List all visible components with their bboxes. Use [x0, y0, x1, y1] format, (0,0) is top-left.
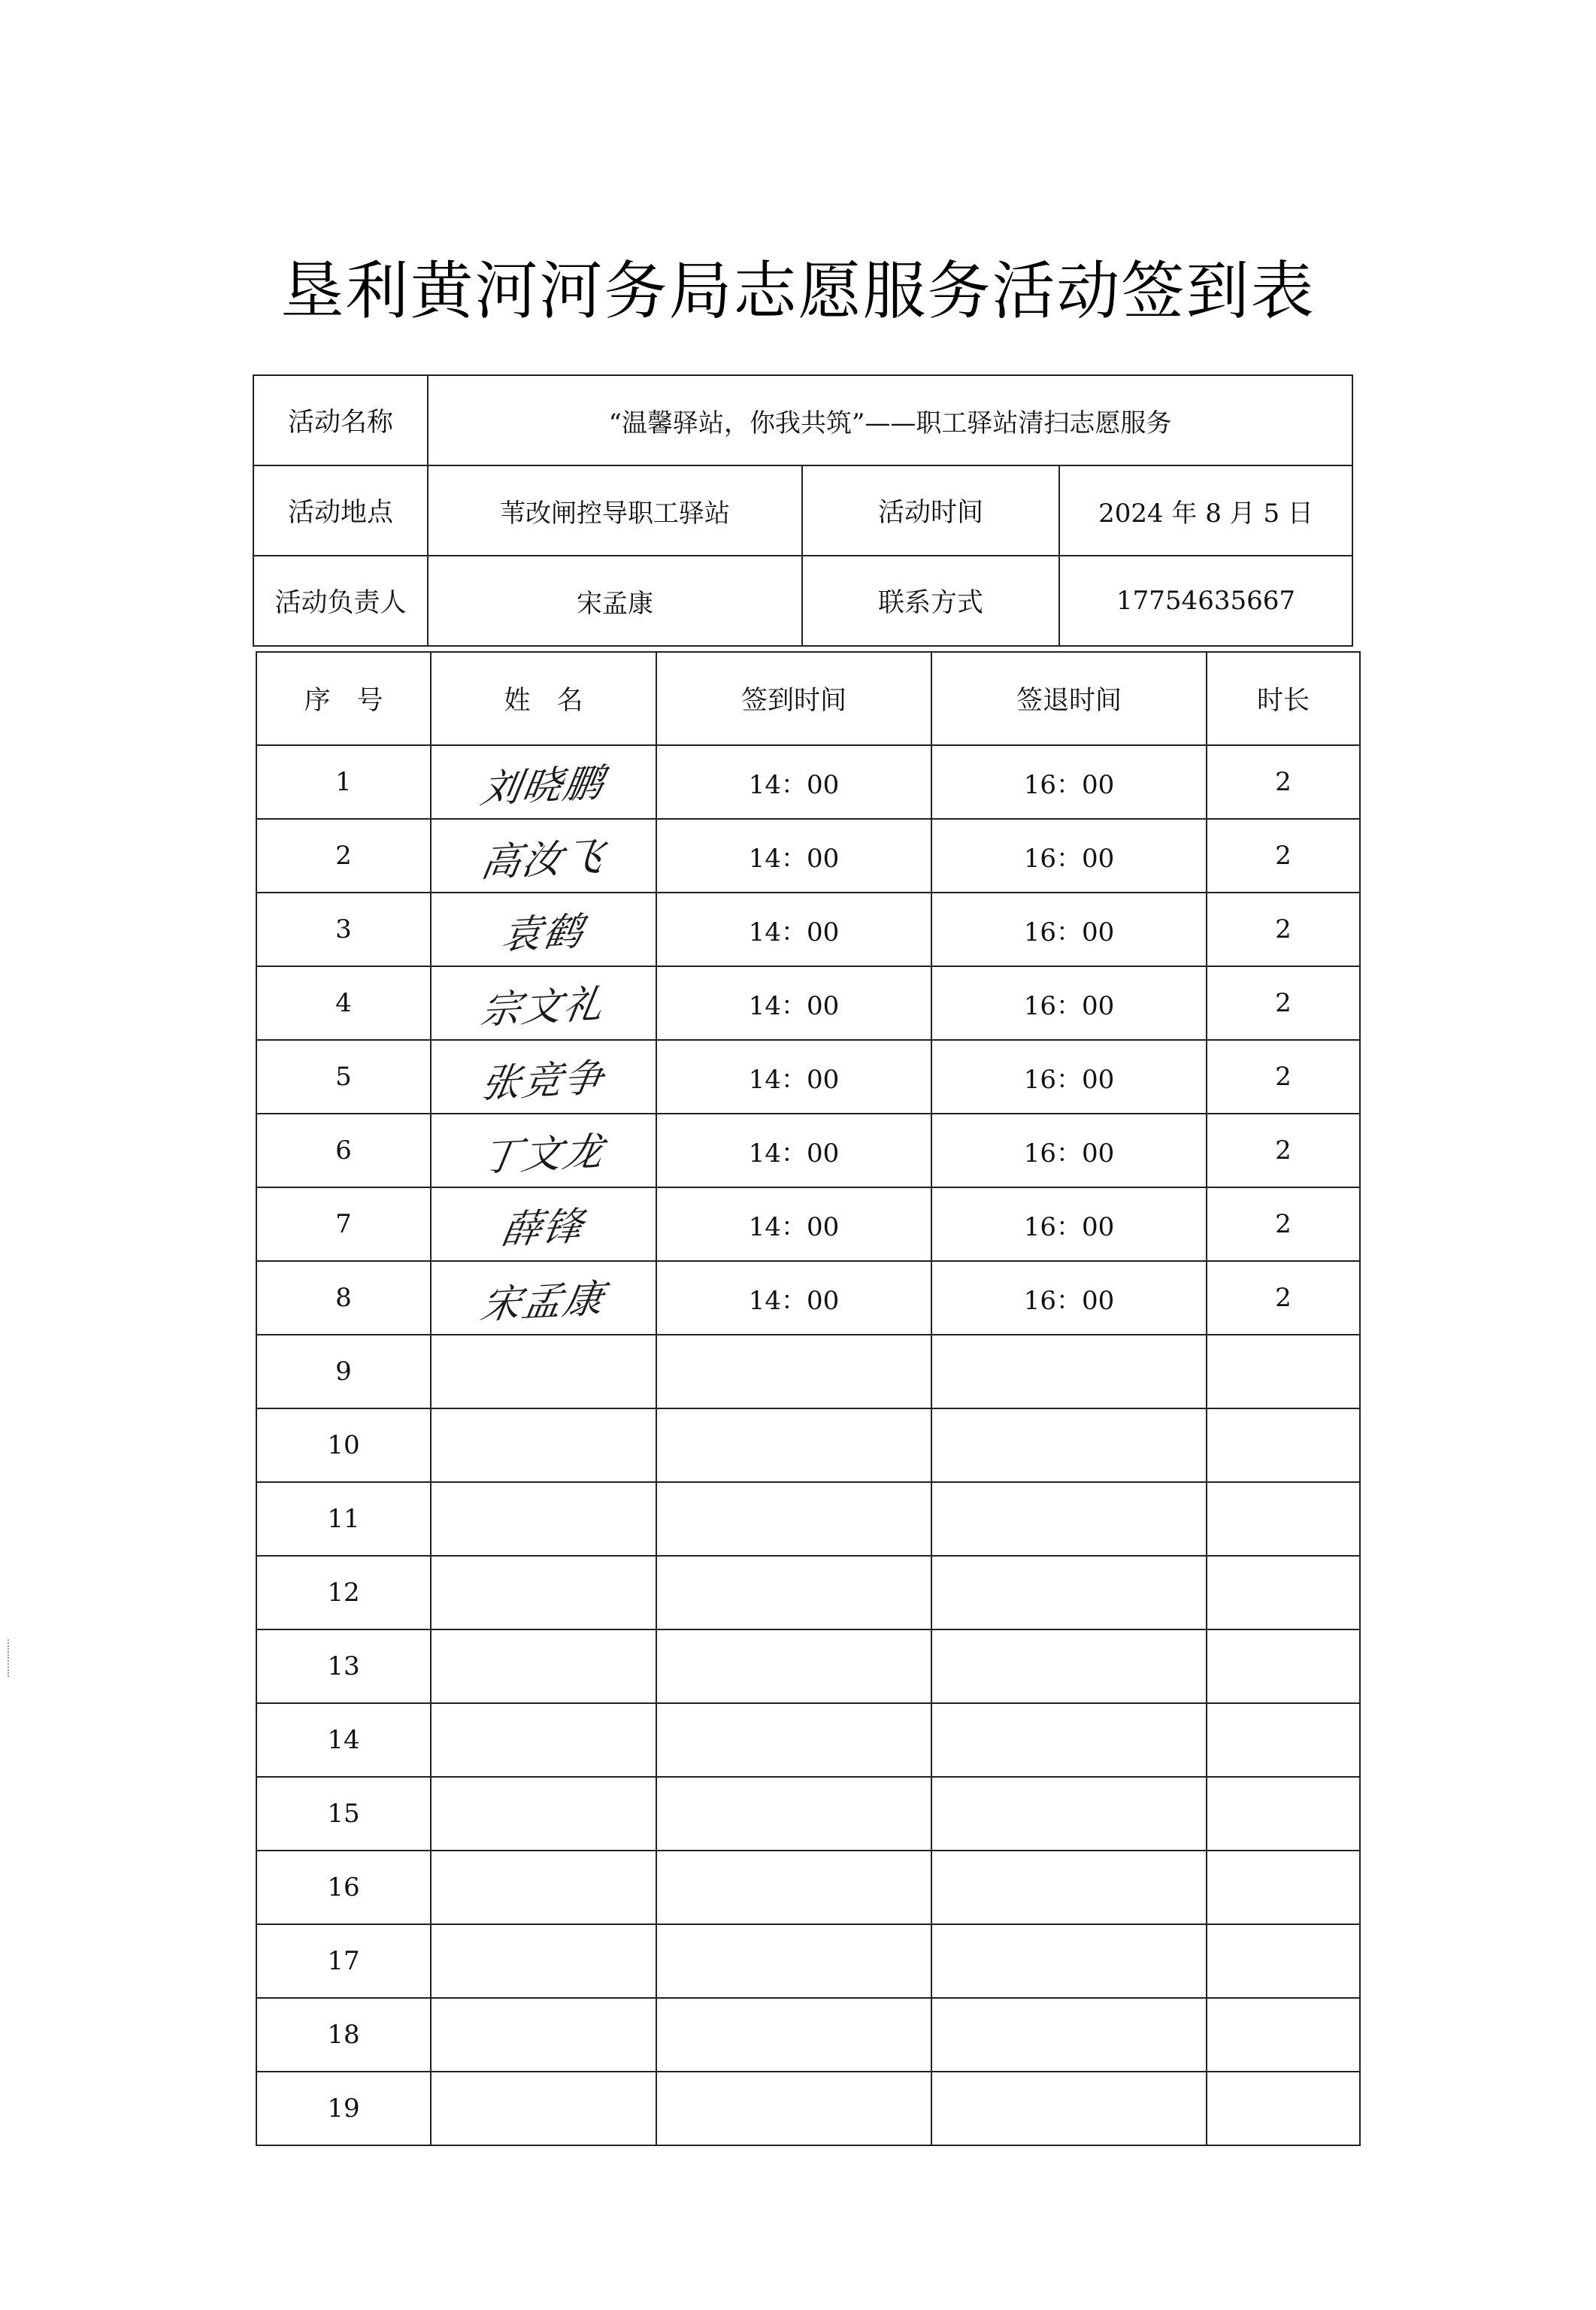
signature-cell	[431, 2072, 656, 2145]
signin-time-cell	[656, 1851, 931, 1924]
time-label: 活动时间	[802, 465, 1059, 556]
handwritten-signature: 高汝飞	[477, 834, 608, 886]
signin-table	[256, 651, 1361, 2146]
signout-time-cell: 16：00	[931, 1040, 1207, 1114]
signature-cell	[431, 1335, 656, 1408]
signin-time-cell	[656, 1703, 931, 1777]
signout-time-cell	[931, 1629, 1207, 1703]
table-row	[256, 1556, 1360, 1629]
table-row	[256, 1703, 1360, 1777]
duration-hours-cell	[1207, 1777, 1360, 1851]
duration-hours-cell: 2	[1207, 1187, 1360, 1261]
handwritten-signature: 刘晓鹏	[477, 760, 608, 812]
row-number-cell: 16	[256, 1851, 431, 1924]
signout-time-cell	[931, 1703, 1207, 1777]
signout-time-cell	[931, 1482, 1207, 1556]
signature-cell	[431, 1629, 656, 1703]
signout-time-cell	[931, 1924, 1207, 1998]
duration-hours-cell	[1207, 1408, 1360, 1482]
signin-time-cell	[656, 1556, 931, 1629]
row-number-cell: 15	[256, 1777, 431, 1851]
handwritten-signature: 宋孟康	[477, 1276, 608, 1328]
scan-edge-mark	[8, 1639, 11, 1677]
signin-time-cell: 14：00	[656, 745, 931, 819]
table-row	[256, 745, 1360, 819]
duration-hours-cell	[1207, 1629, 1360, 1703]
duration-hours-cell: 2	[1207, 819, 1360, 893]
location-value: 苇改闸控导职工驿站	[428, 465, 802, 556]
row-number-cell: 10	[256, 1408, 431, 1482]
table-row	[256, 2072, 1360, 2145]
duration-hours-cell	[1207, 1851, 1360, 1924]
table-row	[256, 1335, 1360, 1408]
activity-name-label: 活动名称	[253, 375, 428, 465]
table-row	[256, 1114, 1360, 1187]
handwritten-signature: 薛锋	[498, 1203, 588, 1254]
signout-time-cell	[931, 1556, 1207, 1629]
duration-hours-cell	[1207, 1998, 1360, 2072]
table-row	[256, 893, 1360, 966]
duration-hours-cell: 2	[1207, 966, 1360, 1040]
signin-time-cell: 14：00	[656, 966, 931, 1040]
signin-time-cell: 14：00	[656, 819, 931, 893]
signout-time-cell: 16：00	[931, 1114, 1207, 1187]
duration-hours-cell: 2	[1207, 1114, 1360, 1187]
activity-leader-row	[253, 556, 1352, 646]
row-number-cell: 7	[256, 1187, 431, 1261]
signin-time-cell	[656, 1777, 931, 1851]
table-row	[256, 819, 1360, 893]
col-header-hours: 时长	[1207, 652, 1360, 745]
handwritten-signature: 袁鹤	[498, 908, 588, 959]
duration-hours-cell: 2	[1207, 745, 1360, 819]
signin-time-cell	[656, 1335, 931, 1408]
table-row	[256, 1629, 1360, 1703]
table-row	[256, 1040, 1360, 1114]
signin-header-row	[256, 652, 1360, 745]
signin-time-cell: 14：00	[656, 1040, 931, 1114]
row-number-cell: 1	[256, 745, 431, 819]
handwritten-signature: 丁文龙	[477, 1129, 608, 1181]
leader-label: 活动负责人	[253, 556, 428, 646]
duration-hours-cell	[1207, 2072, 1360, 2145]
row-number-cell: 19	[256, 2072, 431, 2145]
location-label: 活动地点	[253, 465, 428, 556]
signature-cell	[431, 1040, 656, 1114]
signout-time-cell	[931, 1335, 1207, 1408]
row-number-cell: 17	[256, 1924, 431, 1998]
signature-cell	[431, 1777, 656, 1851]
signature-cell	[431, 893, 656, 966]
handwritten-signature: 宗文礼	[477, 981, 608, 1033]
signin-time-cell	[656, 1629, 931, 1703]
signin-time-cell	[656, 1924, 931, 1998]
row-number-cell: 13	[256, 1629, 431, 1703]
duration-hours-cell	[1207, 1924, 1360, 1998]
table-row	[256, 1408, 1360, 1482]
signature-cell	[431, 1851, 656, 1924]
leader-value: 宋孟康	[428, 556, 802, 646]
signature-cell	[431, 1187, 656, 1261]
signature-cell	[431, 1408, 656, 1482]
signature-cell	[431, 1924, 656, 1998]
row-number-cell: 2	[256, 819, 431, 893]
signin-time-cell: 14：00	[656, 1187, 931, 1261]
activity-name-row	[253, 375, 1352, 465]
signature-cell	[431, 1998, 656, 2072]
signout-time-cell: 16：00	[931, 745, 1207, 819]
col-header-signout: 签退时间	[931, 652, 1207, 745]
signout-time-cell	[931, 2072, 1207, 2145]
signature-cell	[431, 1703, 656, 1777]
table-row	[256, 1851, 1360, 1924]
duration-hours-cell	[1207, 1335, 1360, 1408]
activity-location-row	[253, 465, 1352, 556]
signature-cell	[431, 1261, 656, 1335]
time-value: 2024 年 8 月 5 日	[1059, 465, 1352, 556]
duration-hours-cell	[1207, 1703, 1360, 1777]
signin-time-cell: 14：00	[656, 1261, 931, 1335]
signout-time-cell: 16：00	[931, 966, 1207, 1040]
signout-time-cell: 16：00	[931, 1187, 1207, 1261]
signin-time-cell	[656, 2072, 931, 2145]
signin-time-cell	[656, 1998, 931, 2072]
duration-hours-cell: 2	[1207, 1261, 1360, 1335]
row-number-cell: 14	[256, 1703, 431, 1777]
contact-value: 17754635667	[1059, 556, 1352, 646]
signin-time-cell: 14：00	[656, 893, 931, 966]
signin-time-cell	[656, 1408, 931, 1482]
signout-time-cell: 16：00	[931, 893, 1207, 966]
row-number-cell: 5	[256, 1040, 431, 1114]
activity-info-table	[253, 374, 1353, 647]
signout-time-cell	[931, 1408, 1207, 1482]
signin-time-cell	[656, 1482, 931, 1556]
signature-cell	[431, 1482, 656, 1556]
signature-cell	[431, 966, 656, 1040]
row-number-cell: 8	[256, 1261, 431, 1335]
duration-hours-cell: 2	[1207, 1040, 1360, 1114]
handwritten-signature: 张竞争	[477, 1055, 608, 1107]
activity-name-value: “温馨驿站，你我共筑”——职工驿站清扫志愿服务	[428, 375, 1352, 465]
col-header-signin: 签到时间	[656, 652, 931, 745]
row-number-cell: 18	[256, 1998, 431, 2072]
page-title: 垦利黄河河务局志愿服务活动签到表	[280, 254, 1316, 328]
signout-time-cell: 16：00	[931, 819, 1207, 893]
col-header-name: 姓 名	[431, 652, 656, 745]
signout-time-cell	[931, 1777, 1207, 1851]
signin-time-cell: 14：00	[656, 1114, 931, 1187]
signout-time-cell	[931, 1851, 1207, 1924]
table-row	[256, 1998, 1360, 2072]
signout-time-cell	[931, 1998, 1207, 2072]
row-number-cell: 9	[256, 1335, 431, 1408]
row-number-cell: 12	[256, 1556, 431, 1629]
col-header-no: 序 号	[256, 652, 431, 745]
row-number-cell: 6	[256, 1114, 431, 1187]
signature-cell	[431, 819, 656, 893]
table-row	[256, 1777, 1360, 1851]
duration-hours-cell	[1207, 1482, 1360, 1556]
row-number-cell: 3	[256, 893, 431, 966]
table-row	[256, 1924, 1360, 1998]
duration-hours-cell	[1207, 1556, 1360, 1629]
row-number-cell: 11	[256, 1482, 431, 1556]
row-number-cell: 4	[256, 966, 431, 1040]
contact-label: 联系方式	[802, 556, 1059, 646]
table-row	[256, 1187, 1360, 1261]
signature-cell	[431, 1556, 656, 1629]
table-row	[256, 1482, 1360, 1556]
table-row	[256, 966, 1360, 1040]
signout-time-cell: 16：00	[931, 1261, 1207, 1335]
signature-cell	[431, 1114, 656, 1187]
signature-cell	[431, 745, 656, 819]
duration-hours-cell: 2	[1207, 893, 1360, 966]
table-row	[256, 1261, 1360, 1335]
